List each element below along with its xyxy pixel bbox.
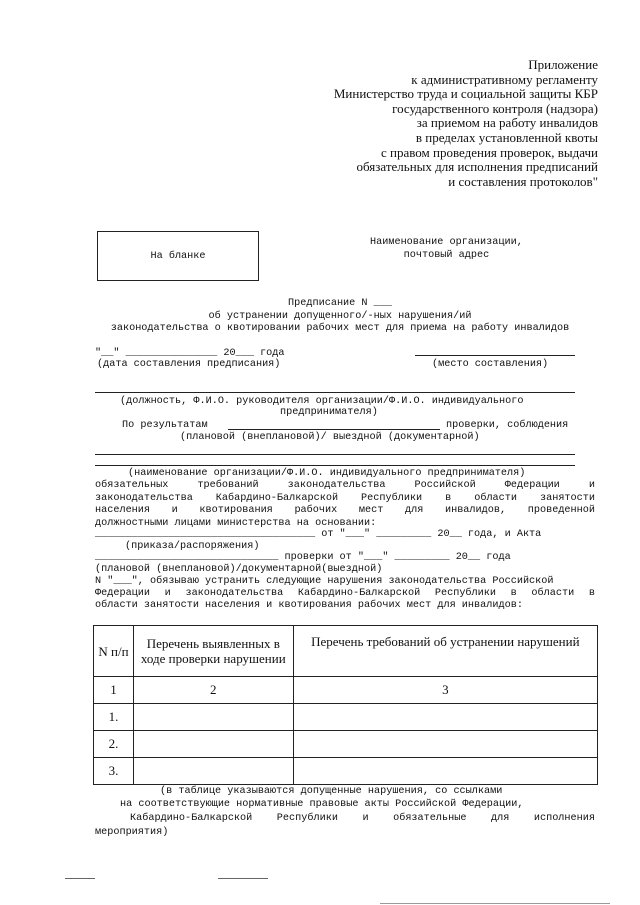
- obligation-line: области занятости населения и квотирования рабочих мест для инвалидов:: [95, 600, 523, 611]
- letterhead-box: [97, 231, 259, 281]
- position-caption: (должность, Ф.И.О. руководителя организации/Ф.И.О. индивидуального: [120, 396, 524, 407]
- check-line: ______________________________ проверки от "___" _________ 20__ года: [95, 552, 511, 563]
- row-number: 2.: [94, 731, 134, 758]
- footnote-line: мероприятия): [95, 827, 169, 838]
- table-row: [94, 731, 598, 758]
- appendix-line: к административному регламенту: [411, 71, 598, 87]
- org-caption: (наименование организации/Ф.И.О. индивидуального предпринимателя): [128, 468, 526, 479]
- footnote-line: Кабардино-Балкарской Республики и обязательные для исполнения: [130, 813, 595, 824]
- results-suffix: проверки, соблюдения: [446, 420, 569, 431]
- footnote-line: на соответствующие нормативные правовые акты Российской Федерации,: [120, 799, 524, 810]
- place-underline: [415, 355, 575, 356]
- place-caption: (место составления): [432, 359, 549, 370]
- date-line: "__" _______________ 20___ года: [95, 348, 285, 359]
- check-caption: (плановой (внеплановой)/документарной(выездной): [95, 564, 383, 575]
- obligation-line: Федерации и законодательства Кабардино-Балкарской Республики в области в: [95, 588, 595, 599]
- date-caption: (дата составления предписания): [97, 359, 281, 370]
- position-underline: [95, 392, 575, 393]
- appendix-header: [334, 58, 598, 189]
- numbering-cell: 2: [133, 677, 293, 704]
- appendix-line: с правом проведения проверок, выдачи: [380, 144, 598, 160]
- body-line: обязательных требований законодательства Российской Федерации и: [95, 480, 595, 491]
- appendix-line: Министерство труда и социальной защиты КБР: [333, 86, 598, 102]
- column-header-violations: Перечень выявленных в ходе проверки нарушении: [133, 626, 293, 677]
- signature-underline: [65, 878, 95, 879]
- table-row: [94, 704, 598, 731]
- obligation-line: N "___", обязываю устранить следующие нарушения законодательства Российской: [95, 576, 554, 587]
- results-underline: [228, 429, 440, 430]
- appendix-line: Приложение: [528, 57, 598, 72]
- inspection-type-caption: (плановой (внеплановой)/ выездной (документарной): [180, 432, 480, 443]
- violations-table: [93, 625, 598, 785]
- body-line: должностными лицами министерства на основании:: [95, 518, 377, 529]
- footnote-line: (в таблице указываются допущенные нарушения, со ссылками: [160, 786, 503, 797]
- org-address-label: почтовый адрес: [403, 250, 490, 261]
- organization-address-block: [370, 236, 523, 262]
- body-line: законодательства Кабардино-Балкарской Республики в области занятости: [95, 493, 595, 504]
- appendix-line: в пределах установленной квоты: [415, 129, 598, 145]
- body-line: населения и квотирования рабочих мест для инвалидов, проведенной: [95, 505, 595, 516]
- requirement-cell: [293, 758, 597, 785]
- appendix-line: обязательных для исполнения предписаний: [356, 159, 598, 175]
- org-underline-1: [95, 454, 575, 455]
- letterhead-label: На бланке: [150, 250, 206, 262]
- violation-cell: [133, 731, 293, 758]
- table-numbering-row: [94, 677, 598, 704]
- org-underline-2: [95, 465, 575, 466]
- appendix-line: за приемом на работу инвалидов: [416, 115, 598, 131]
- column-header-number: N п/п: [94, 626, 134, 677]
- signature-underline: [218, 878, 268, 879]
- appendix-line: и составления протоколов": [448, 173, 598, 189]
- order-caption: (приказа/распоряжения): [125, 541, 260, 552]
- document-subtitle-2: законодательства о квотировании рабочих мест для приема на работу инвалидов: [110, 323, 570, 334]
- table-row: [94, 758, 598, 785]
- appendix-line: государственного контроля (надзора): [392, 100, 598, 116]
- requirement-cell: [293, 704, 597, 731]
- row-number: 1.: [94, 704, 134, 731]
- violation-cell: [133, 758, 293, 785]
- requirement-cell: [293, 731, 597, 758]
- table-header-row: [94, 626, 598, 677]
- column-header-requirements: Перечень требований об устранении нарушений: [293, 626, 597, 677]
- numbering-cell: 3: [293, 677, 597, 704]
- org-name-label: Наименование организации,: [370, 237, 523, 248]
- document-title: Предписание N ___: [288, 298, 392, 309]
- position-caption-2: предпринимателя): [280, 407, 378, 418]
- document-subtitle: об устранении допущенного/-ных нарушения/ий: [208, 311, 472, 322]
- page-edge-line: [380, 903, 610, 904]
- results-prefix: По результатам: [122, 420, 208, 431]
- order-line: ____________________________________ от "___" _________ 20__ года, и Акта: [95, 529, 542, 540]
- violation-cell: [133, 704, 293, 731]
- row-number: 3.: [94, 758, 134, 785]
- numbering-cell: 1: [94, 677, 134, 704]
